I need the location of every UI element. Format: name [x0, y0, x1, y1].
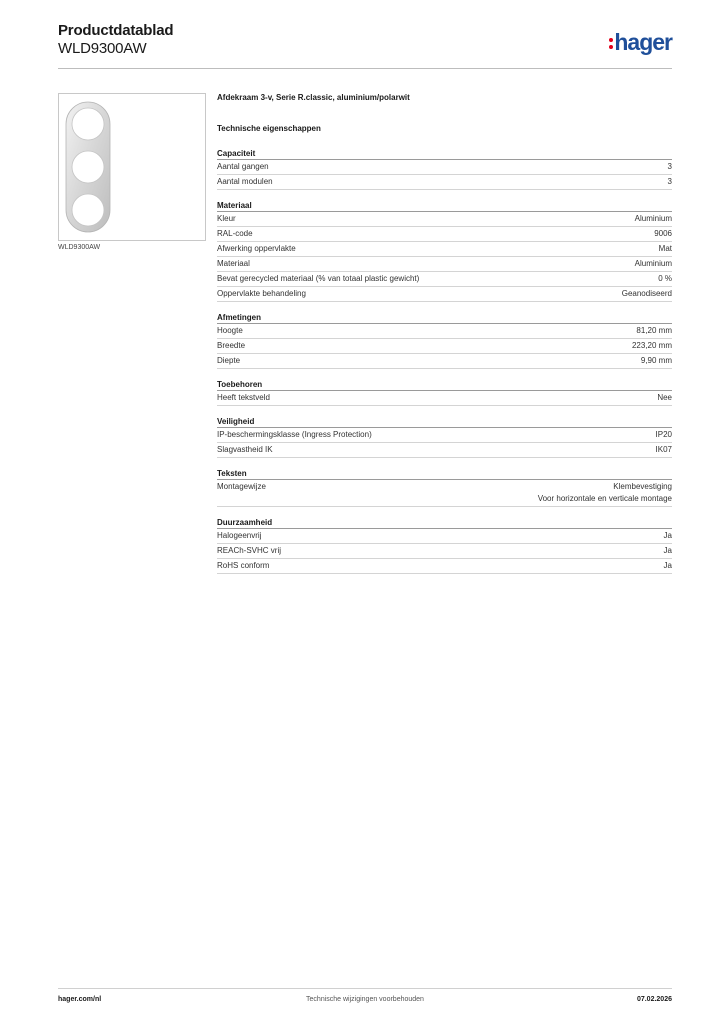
spec-label: REACh-SVHC vrij — [217, 546, 282, 555]
spec-label: Heeft tekstveld — [217, 393, 270, 402]
spec-content — [217, 93, 672, 584]
spec-row — [217, 242, 672, 257]
spec-label: Aantal gangen — [217, 162, 269, 171]
spec-label: IP-beschermingsklasse (Ingress Protection) — [217, 430, 372, 439]
section-afmetingen — [217, 312, 672, 369]
spec-value: Ja — [663, 546, 672, 555]
spec-value: Aluminium — [634, 259, 672, 268]
logo-text: hager — [614, 29, 672, 55]
spec-label: Slagvastheid IK — [217, 445, 273, 454]
spec-value: 0 % — [658, 274, 672, 283]
spec-row — [217, 257, 672, 272]
hager-logo — [609, 29, 672, 56]
spec-label: Breedte — [217, 341, 246, 350]
spec-value: Ja — [663, 561, 672, 570]
triple-frame-product-image — [59, 94, 205, 240]
spec-value: 9,90 mm — [640, 356, 672, 365]
section-title: Toebehoren — [217, 379, 672, 391]
spec-row — [217, 324, 672, 339]
spec-row — [217, 529, 672, 544]
section-title: Materiaal — [217, 200, 672, 212]
spec-value: IK07 — [655, 445, 672, 454]
section-title: Teksten — [217, 468, 672, 480]
page-header — [58, 22, 672, 70]
spec-row — [217, 339, 672, 354]
spec-label: Oppervlakte behandeling — [217, 289, 306, 298]
spec-label: Materiaal — [217, 259, 250, 268]
spec-label: Kleur — [217, 214, 236, 223]
spec-label: Diepte — [217, 356, 241, 365]
spec-row — [217, 175, 672, 190]
spec-label: Hoogte — [217, 326, 243, 335]
spec-row — [217, 354, 672, 369]
section-teksten — [217, 468, 672, 507]
spec-label: RoHS conform — [217, 561, 270, 570]
spec-value: Nee — [657, 393, 672, 402]
spec-value: 3 — [667, 162, 672, 171]
spec-value — [538, 481, 672, 505]
spec-row — [217, 227, 672, 242]
section-capaciteit — [217, 148, 672, 190]
section-title: Veiligheid — [217, 416, 672, 428]
spec-label: Afwerking oppervlakte — [217, 244, 296, 253]
spec-row — [217, 480, 672, 507]
footer-website: hager.com/nl — [58, 996, 102, 1003]
spec-value: 81,20 mm — [636, 326, 672, 335]
product-code: WLD9300AW — [58, 40, 147, 57]
footer-notice: Technische wijzigingen voorbehouden — [306, 996, 424, 1003]
spec-value: 9006 — [654, 229, 672, 238]
spec-label: Montagewijze — [217, 482, 266, 491]
section-toebehoren — [217, 379, 672, 406]
spec-value: IP20 — [655, 430, 672, 439]
spec-value-line: Klembevestiging — [613, 482, 672, 491]
spec-value: Aluminium — [634, 214, 672, 223]
spec-value: 223,20 mm — [631, 341, 672, 350]
spec-value-line: Voor horizontale en verticale montage — [537, 494, 672, 503]
spec-value: Ja — [663, 531, 672, 540]
spec-row — [217, 212, 672, 227]
spec-label: Bevat gerecycled materiaal (% van totaal plastic gewicht) — [217, 274, 420, 283]
section-duurzaamheid — [217, 517, 672, 574]
spec-row — [217, 160, 672, 175]
product-name: Afdekraam 3-v, Serie R.classic, aluminium/polarwit — [217, 93, 410, 102]
section-materiaal — [217, 200, 672, 302]
document-title: Productdatablad — [58, 22, 174, 39]
spec-value: Geanodiseerd — [621, 289, 672, 298]
spec-row — [217, 544, 672, 559]
footer-date: 07.02.2026 — [636, 996, 672, 1003]
spec-row — [217, 272, 672, 287]
section-title: Afmetingen — [217, 312, 672, 324]
spec-row — [217, 428, 672, 443]
spec-value: 3 — [667, 177, 672, 186]
spec-label: Halogeenvrij — [217, 531, 262, 540]
spec-row — [217, 391, 672, 406]
section-veiligheid — [217, 416, 672, 458]
product-image — [58, 93, 206, 241]
spec-row — [217, 443, 672, 458]
spec-label: Aantal modulen — [217, 177, 273, 186]
header-divider — [58, 68, 672, 69]
logo-dots-icon — [609, 35, 613, 52]
spec-row — [217, 559, 672, 574]
image-caption: WLD9300AW — [58, 244, 101, 251]
spec-value: Mat — [658, 244, 672, 253]
section-title: Duurzaamheid — [217, 517, 672, 529]
section-title: Capaciteit — [217, 148, 672, 160]
footer-divider — [58, 988, 672, 989]
spec-row — [217, 287, 672, 302]
tech-properties-title: Technische eigenschappen — [217, 124, 321, 133]
spec-label: RAL-code — [217, 229, 253, 238]
